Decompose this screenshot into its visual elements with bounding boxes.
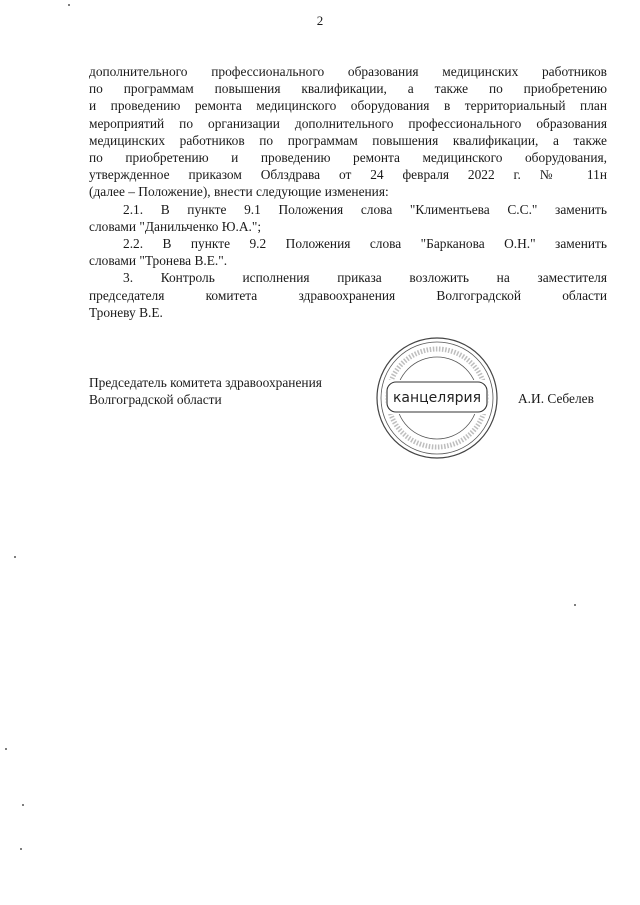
stamp-text: канцелярия: [392, 390, 482, 406]
scan-speck: [14, 556, 16, 558]
signatory-position-line: Председатель комитета здравоохранения: [89, 375, 322, 390]
body-line: утвержденное приказом Облздрава от 24 февраля 2022 г. № 11н: [89, 167, 607, 183]
scan-speck: [22, 804, 24, 806]
body-line: словами "Данильченко Ю.А.";: [89, 218, 262, 234]
body-line: по приобретению и проведению ремонта медицинского оборудования,: [89, 150, 607, 166]
page-number: 2: [316, 13, 324, 28]
document-body: [89, 63, 607, 321]
signatory-position: [89, 374, 322, 408]
body-line: и проведению ремонта медицинского оборудования в территориальный план: [89, 98, 607, 114]
body-line: мероприятий по организации дополнительного профессионального образования: [89, 115, 607, 131]
body-line: словами "Тронева В.Е.".: [89, 253, 228, 269]
body-line: 2.2. В пункте 9.2 Положения слова "Барканова О.Н." заменить: [123, 236, 607, 252]
scan-speck: [5, 748, 7, 750]
body-line: председателя комитета здравоохранения Волгоградской области: [89, 287, 607, 303]
scan-speck: [68, 4, 70, 6]
signatory-name: А.И. Себелев: [518, 391, 594, 406]
body-line: медицинских работников по программам повышения квалификации, а также: [89, 132, 607, 148]
signatory-position-line: Волгоградской области: [89, 392, 222, 407]
body-line: по программам повышения квалификации, а также по приобретению: [89, 81, 607, 97]
body-line: Троневу В.Е.: [89, 304, 163, 320]
body-line: (далее – Положение), внести следующие изменения:: [89, 184, 389, 200]
body-line: 2.1. В пункте 9.1 Положения слова "Климентьева С.С." заменить: [123, 201, 607, 217]
scan-speck: [574, 604, 576, 606]
office-stamp: [375, 336, 499, 460]
scan-speck: [20, 848, 22, 850]
body-line: дополнительного профессионального образования медицинских работников: [89, 64, 607, 79]
body-line: 3. Контроль исполнения приказа возложить на заместителя: [123, 270, 607, 286]
